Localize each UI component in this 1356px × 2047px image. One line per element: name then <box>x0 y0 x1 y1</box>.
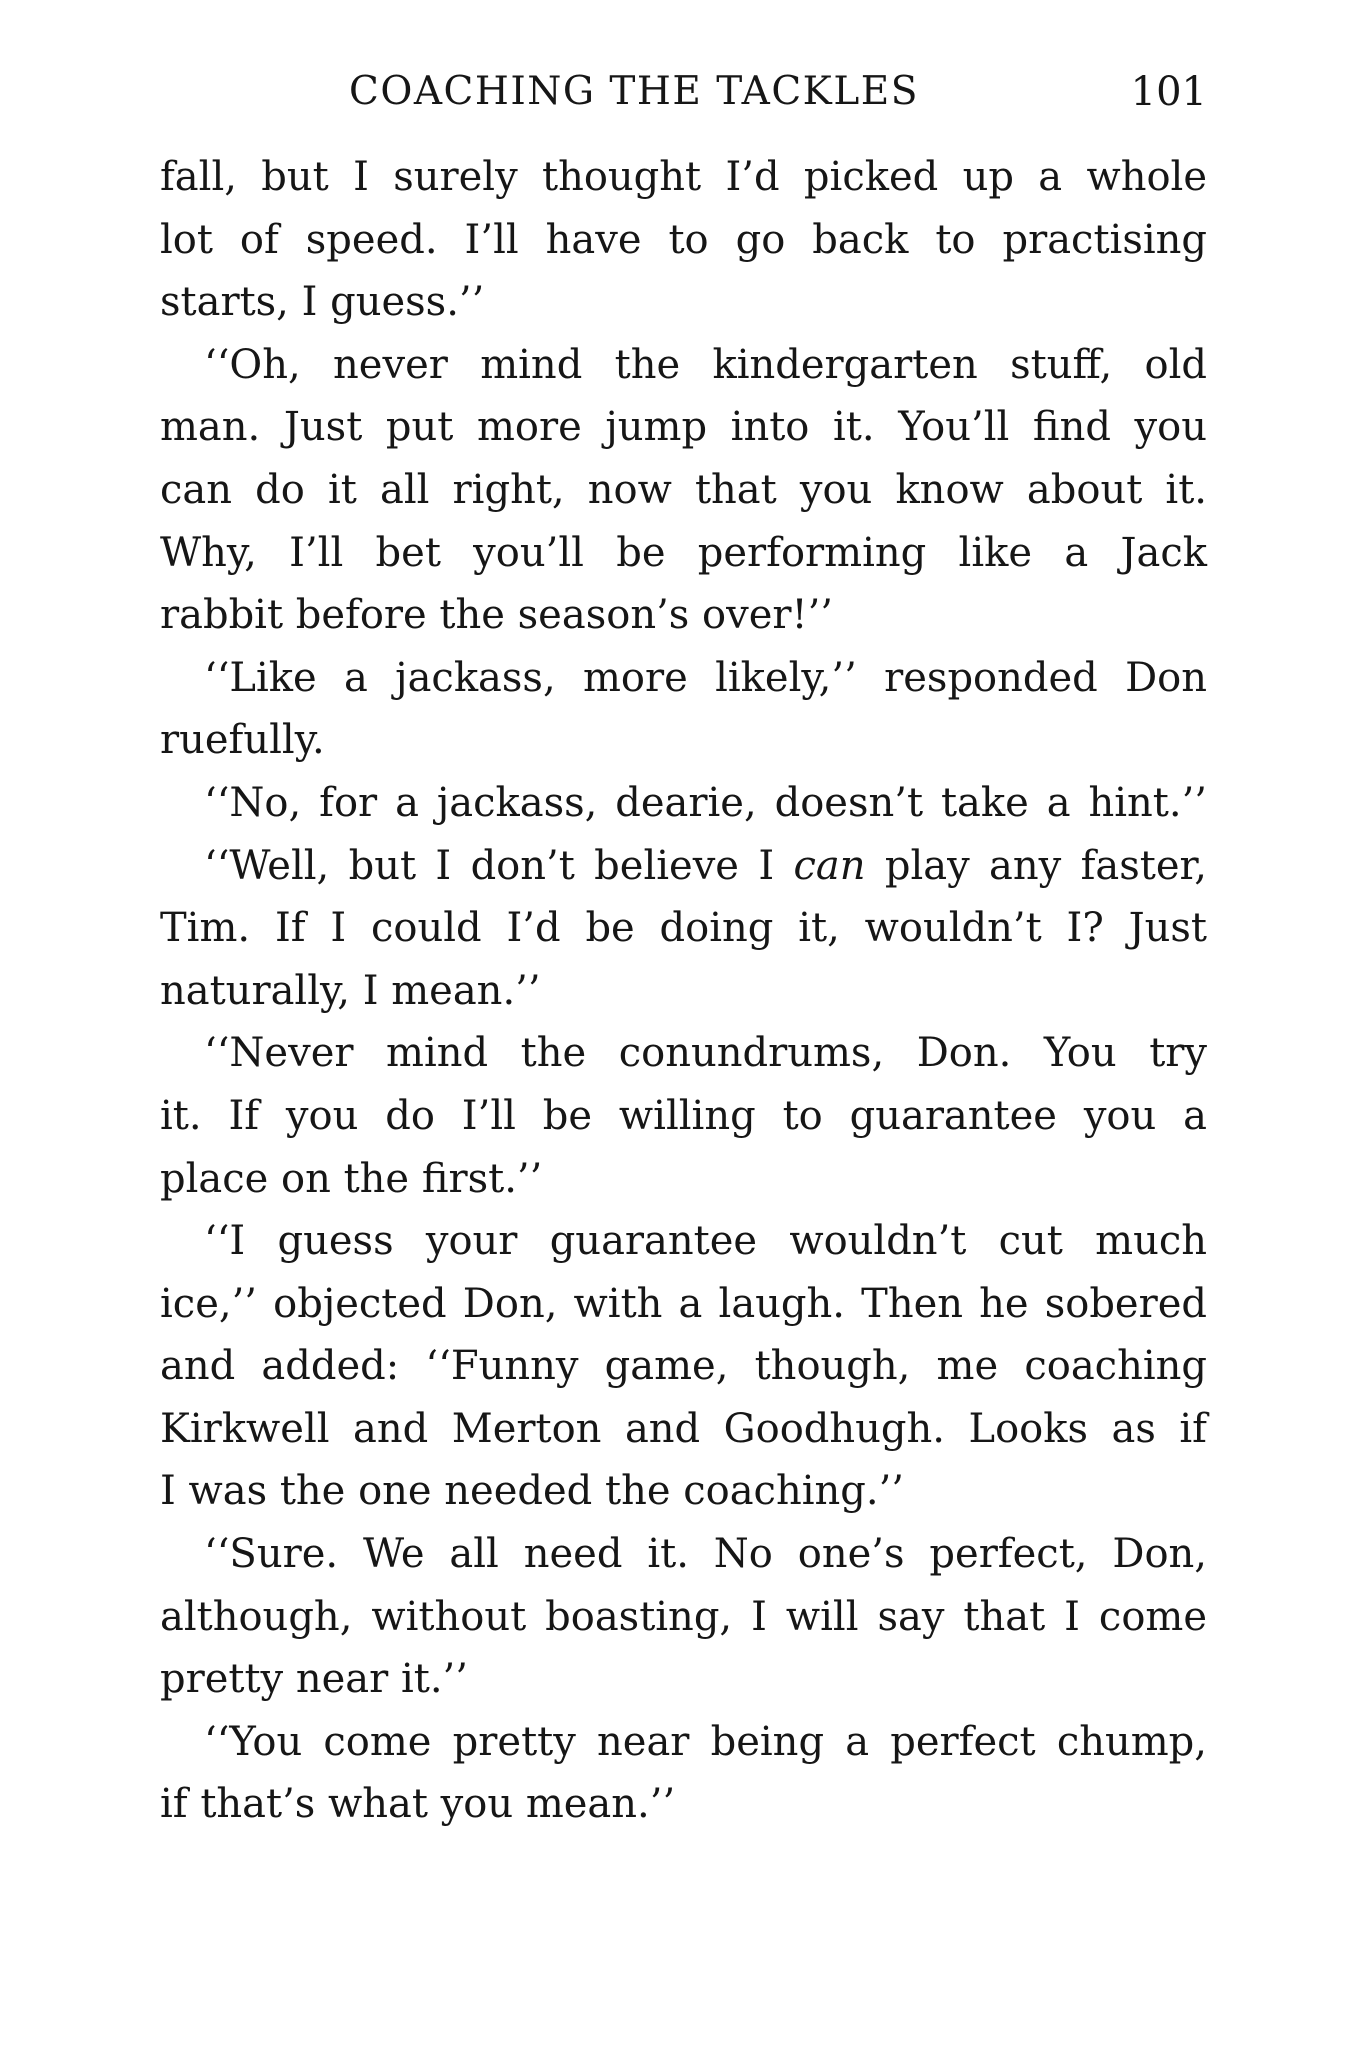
text-line: ‘‘Like a jackass, more likely,’’ responded Don <box>204 654 1207 701</box>
text-line: Kirkwell and Merton and Goodhugh. Looks as if <box>160 1405 1207 1452</box>
text-line: it. If you do I’ll be willing to guarantee you a <box>160 1092 1207 1139</box>
text-line: place on the first.’’ <box>160 1155 543 1202</box>
text-line: if that’s what you mean.’’ <box>160 1781 676 1828</box>
text-line: lot of speed. I’ll have to go back to practising <box>160 216 1207 263</box>
text-line: although, without boasting, I will say that I come <box>160 1593 1207 1640</box>
text-line: ice,’’ objected Don, with a laugh. Then he sobered <box>160 1280 1207 1327</box>
text-line: Why, I’ll bet you’ll be performing like a Jack <box>160 529 1207 576</box>
text-line: starts, I guess.’’ <box>160 279 485 326</box>
text-line: can do it all right, now that you know about it. <box>160 466 1207 513</box>
text-line <box>160 835 1207 898</box>
text-line: man. Just put more jump into it. You’ll find you <box>160 404 1207 451</box>
text-line: naturally, I mean.’’ <box>160 967 541 1014</box>
text-fragment: ‘‘Well, but I don’t believe I <box>204 842 794 889</box>
body-text <box>160 146 1207 1836</box>
text-line: pretty near it.’’ <box>160 1656 468 1703</box>
text-line: I was the one needed the coaching.’’ <box>160 1468 905 1515</box>
text-fragment: play any faster, <box>865 842 1207 889</box>
running-title: COACHING THE TACKLES <box>349 69 919 114</box>
page-number: 101 <box>1130 69 1207 115</box>
text-line: ‘‘Oh, never mind the kindergarten stuff, old <box>204 341 1207 388</box>
text-line: ruefully. <box>160 717 325 764</box>
text-line: Tim. If I could I’d be doing it, wouldn’t I? Just <box>160 905 1207 952</box>
text-line: rabbit before the season’s over!’’ <box>160 592 834 639</box>
text-line: ‘‘You come pretty near being a perfect chump, <box>204 1718 1207 1765</box>
text-line: fall, but I surely thought I’d picked up a whole <box>160 154 1207 200</box>
text-line: and added: ‘‘Funny game, though, me coaching <box>160 1343 1207 1390</box>
text-line: ‘‘I guess your guarantee wouldn’t cut much <box>204 1218 1207 1265</box>
text-line: ‘‘Sure. We all need it. No one’s perfect, Don, <box>204 1531 1207 1578</box>
italic-word: can <box>793 842 866 889</box>
running-head <box>160 62 1207 122</box>
text-line: ‘‘Never mind the conundrums, Don. You try <box>204 1030 1207 1077</box>
text-line: ‘‘No, for a jackass, dearie, doesn’t take a hint.’’ <box>204 779 1207 826</box>
